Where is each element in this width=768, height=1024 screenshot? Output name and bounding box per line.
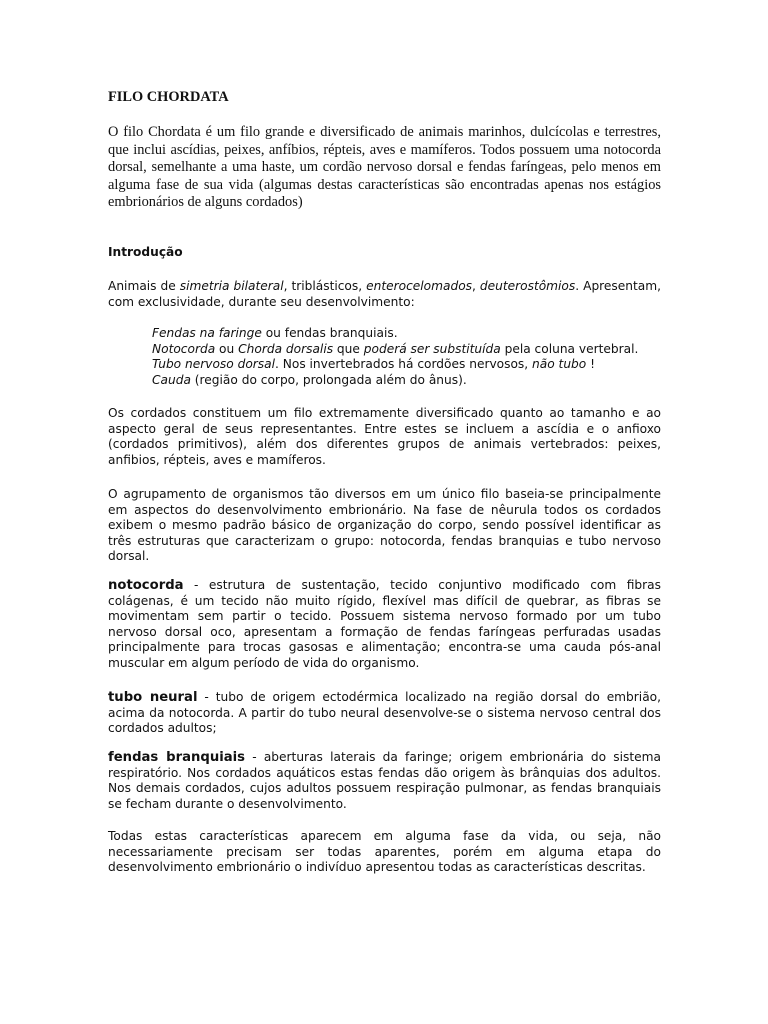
term-enterocelomados: enterocelomados [366, 279, 473, 293]
item-text: (região do corpo, prolongada além do ânus). [190, 372, 467, 387]
paragraph-final: Todas estas características aparecem em alguma fase da vida, ou seja, não necessariamente precisam ser todas aparentes, porém em alguma etapa do desenvolvimento embrionário o indivíduo apresentou todas as características descritas. [108, 829, 661, 875]
definition-term: fendas branquiais [108, 750, 246, 765]
paragraph-agrupamento: O agrupamento de organismos tão diversos em um único filo baseia-se principalmente em aspectos do desenvolvimento embrionário. Na fase de nêurula todos os cordados exibem o mesmo padrão básico de organização do corpo, sendo possível identificar as três estruturas que caracterizam o grupo: notocorda, fendas branquias e tubo nervoso dorsal. [108, 487, 661, 564]
definition-text: - estrutura de sustentação, tecido conjuntivo modificado com fibras colágenas, é um tecido não muito rígido, flexível mas difícil de quebrar, as fibras se movimentam sem partir o tecido. Possuem sistema nervoso formado por um tubo nervoso dorsal oco, apresentam a formação de fendas faríngeas perfuradas usadas principalmente para trocas gasosas e alimentação; encontra-se uma cauda pós-anal muscular em algum período de vida do organismo. [108, 578, 661, 670]
text-span: , triblásticos, [283, 279, 367, 293]
definition-term: notocorda [108, 578, 184, 593]
item-text: que [333, 341, 364, 356]
section-heading-introducao: Introdução [108, 245, 183, 259]
definition-text: - aberturas laterais da faringe; origem embrionária do sistema respiratório. Nos cordados aquáticos estas fendas dão origem às brânquias dos adultos. Nos demais cordados, cujos adultos possuem respiração pulmonar, as fendas branquiais se fecham durante o desenvolvimento. [108, 750, 661, 811]
item-text: ou fendas branquiais. [261, 326, 398, 340]
text-span: . Apresentam, com exclusividade, durante seu desenvolvimento: [108, 279, 661, 309]
page-title: FILO CHORDATA [108, 89, 229, 105]
item-term: Fendas na faringe [152, 326, 262, 340]
list-item [152, 326, 672, 342]
paragraph-notocorda [108, 578, 661, 672]
item-term: Chorda dorsalis [238, 341, 334, 356]
list-item [152, 342, 672, 358]
characteristics-list [152, 326, 672, 388]
item-term: Tubo nervoso dorsal [152, 357, 275, 372]
item-term: poderá ser substituída [363, 341, 501, 356]
list-item [152, 357, 672, 373]
item-text: ou [215, 341, 239, 356]
item-term: Cauda [152, 372, 191, 387]
item-text: ! [586, 357, 596, 372]
item-term: não tubo [532, 357, 587, 372]
definition-text: - tubo de origem ectodérmica localizado na região dorsal do embrião, acima da notocorda. A partir do tubo neural desenvolve-se o sistema nervoso central dos cordados adultos; [108, 690, 661, 736]
introducao-paragraph [108, 279, 661, 310]
paragraph-tubo-neural [108, 690, 661, 737]
text-span: Animais de [108, 279, 180, 293]
item-text: . Nos invertebrados há cordões nervosos, [275, 357, 533, 372]
term-deuterostomios: deuterostômios [479, 279, 576, 293]
definition-term: tubo neural [108, 690, 198, 705]
item-text: pela coluna vertebral. [500, 341, 639, 356]
paragraph-fendas-branquiais [108, 750, 661, 812]
paragraph-cordados: Os cordados constituem um filo extremamente diversificado quanto ao tamanho e ao aspecto geral de seus representantes. Entre estes se incluem a ascídia e o anfioxo (cordados primitivos), além dos diferentes grupos de animais vertebrados: peixes, anfibios, répteis, aves e mamíferos. [108, 406, 661, 467]
term-simetria-bilateral: simetria bilateral [179, 279, 284, 293]
item-term: Notocorda [152, 341, 216, 356]
list-item [152, 373, 672, 389]
intro-paragraph: O filo Chordata é um filo grande e diversificado de animais marinhos, dulcícolas e terrestres, que inclui ascídias, peixes, anfíbios, répteis, aves e mamíferos. Todos possuem uma notocorda dorsal, semelhante a uma haste, um cordão nervoso dorsal e fendas faríngeas, pelo menos em alguma fase de sua vida (algumas destas características são encontradas apenas nos estágios embrionários de alguns cordados) [108, 124, 661, 210]
text-span: , [472, 279, 480, 293]
